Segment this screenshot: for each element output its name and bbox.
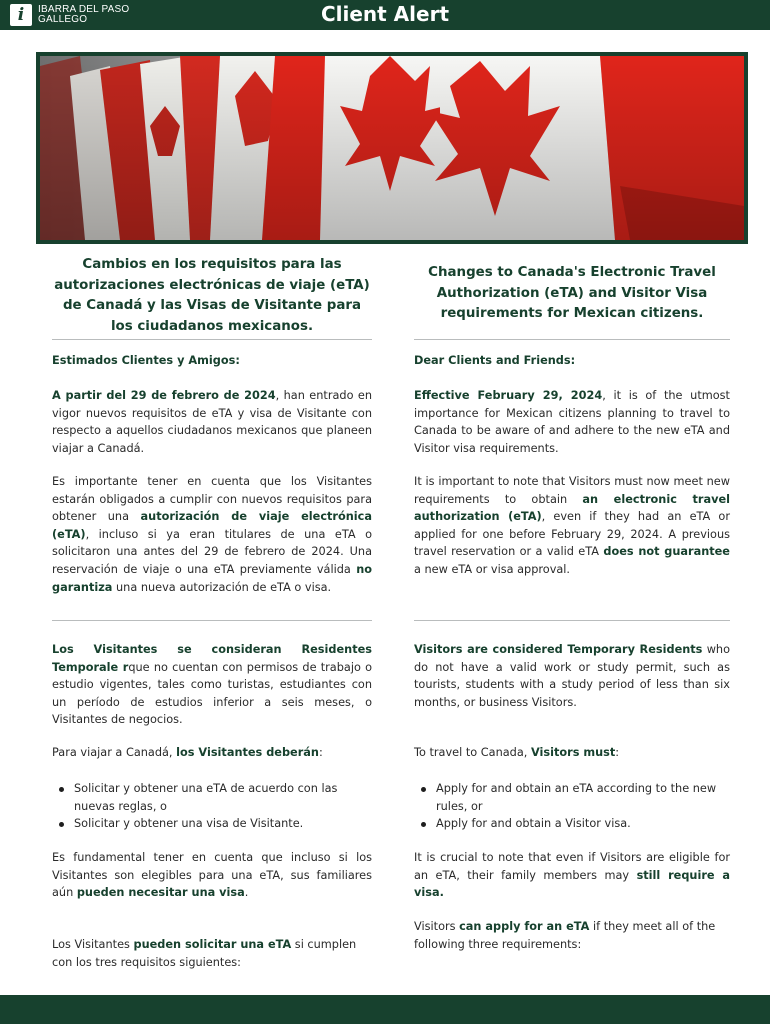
emphasis-text: no garantiza <box>52 562 372 594</box>
bullet-list-es <box>52 780 372 833</box>
paragraph-text: una nueva autorización de eTA o visa. <box>112 580 332 594</box>
paragraph-text: It is crucial to note that even if Visitors are eligible for an eTA, their family members may <box>414 851 730 882</box>
paragraph-text: . <box>244 886 249 900</box>
emphasis-text: Visitors are considered Temporary Residents <box>414 643 703 656</box>
title-spanish: Cambios en los requisitos para las autorizaciones electrónicas de viaje (eTA) de Canadá y las Visas de Visitante para los ciudadanos mexicanos. <box>54 257 370 334</box>
divider <box>414 620 730 621</box>
paragraph-text: , even if they had an eTA or applied for one before February 29, 2024. A previous travel reservation or a valid eTA <box>414 510 730 559</box>
emphasis-text: still require a visa. <box>414 868 730 900</box>
emphasis-text: does not guarantee <box>603 545 730 559</box>
header-bar <box>0 0 770 30</box>
paragraph-es-2 <box>52 473 372 596</box>
paragraph-en-1 <box>414 387 730 457</box>
logo-mark-icon: i <box>10 4 32 26</box>
logo-line-1: IBARRA DEL PASO <box>38 4 130 15</box>
emphasis-text: pueden solicitar una eTA <box>133 938 292 951</box>
paragraph-text: Visitors <box>414 920 460 933</box>
page-title: Client Alert <box>320 2 450 26</box>
paragraph-text: To travel to Canada, <box>414 746 531 759</box>
emphasis-text: can apply for an eTA <box>459 920 590 933</box>
paragraph-es-1 <box>52 387 372 457</box>
paragraph-en-2 <box>414 473 730 579</box>
footer-bar <box>0 995 770 1024</box>
greeting-spanish: Estimados Clientes y Amigos: <box>52 354 240 367</box>
emphasis-text: Los Visitantes se consideran Residentes Temporale r <box>52 643 372 674</box>
paragraph-en-6 <box>414 918 730 953</box>
divider <box>52 339 372 340</box>
paragraph-text: Para viajar a Canadá, <box>52 746 177 759</box>
divider <box>52 620 372 621</box>
paragraph-text: : <box>318 746 323 759</box>
emphasis-text: los Visitantes deberán <box>176 746 319 759</box>
paragraph-text: , it is of the utmost importance for Mexican citizens planning to travel to Canada to be aware of and adhere to the new eTA and Visitor visa requirements. <box>414 389 730 455</box>
paragraph-text: , han entrado en vigor nuevos requisitos de eTA y visa de Visitante con respecto a aquellos ciudadanos mexicanos que planeen viajar a Canadá. <box>52 389 372 455</box>
list-item: Solicitar y obtener una eTA de acuerdo con las nuevas reglas, o <box>52 780 372 815</box>
paragraph-en-4 <box>414 744 730 762</box>
paragraph-es-3 <box>52 641 372 729</box>
divider <box>414 339 730 340</box>
emphasis-text: Visitors must <box>530 746 616 759</box>
paragraph-text: que no cuentan con permisos de trabajo o estudio vigentes, tales como turistas, estudiantes con un período de estudios inferior a seis meses, o Visitantes de negocios. <box>52 660 372 727</box>
logo-line-2: GALLEGO <box>38 14 88 25</box>
paragraph-text: It is important to note that Visitors must now meet new requirements to obtain <box>414 475 730 506</box>
greeting-english: Dear Clients and Friends: <box>414 354 576 367</box>
paragraph-text: Es importante tener en cuenta que los Visitantes estarán obligados a cumplir con nuevos requisitos para obtener una <box>52 475 372 524</box>
emphasis-text: pueden necesitar una visa <box>76 886 245 900</box>
paragraph-text: Los Visitantes <box>52 938 134 951</box>
emphasis-text: autorización de viaje electrónica (eTA) <box>52 510 372 541</box>
paragraph-text: , incluso si ya eran titulares de una eTA o solicitaron una antes del 29 de febrero de 2024. Una reservación de viaje o una eTA previamente válida <box>52 527 372 576</box>
paragraph-text: a new eTA or visa approval. <box>414 562 571 576</box>
emphasis-text: an electronic travel authorization (eTA) <box>414 492 730 524</box>
bullet-list-en <box>414 780 730 833</box>
title-english: Changes to Canada's Electronic Travel Authorization (eTA) and Visitor Visa requirements for Mexican citizens. <box>428 265 716 321</box>
canadian-flags-photo <box>40 56 744 240</box>
paragraph-es-4 <box>52 744 372 762</box>
paragraph-en-5 <box>414 849 730 902</box>
paragraph-text: si cumplen con los tres requisitos siguientes: <box>52 938 357 969</box>
paragraph-text: Es fundamental tener en cuenta que incluso si los Visitantes son elegibles para una eTA, sus familiares aún <box>52 851 372 900</box>
paragraph-es-5 <box>52 849 372 902</box>
list-item: Apply for and obtain a Visitor visa. <box>414 815 730 833</box>
hero-image <box>36 52 748 244</box>
list-item: Apply for and obtain an eTA according to the new rules, or <box>414 780 730 815</box>
paragraph-text: : <box>615 746 620 759</box>
effective-date-en: Effective February 29, 2024 <box>414 389 603 402</box>
paragraph-text: if they meet all of the following three requirements: <box>414 920 716 951</box>
list-item: Solicitar y obtener una visa de Visitante. <box>52 815 372 833</box>
paragraph-en-3 <box>414 641 730 711</box>
paragraph-es-6 <box>52 936 372 971</box>
effective-date-es: A partir del 29 de febrero de 2024 <box>52 389 276 402</box>
paragraph-text: who do not have a valid work or study permit, such as tourists, students with a study period of less than six months, or business Visitors. <box>414 643 730 709</box>
